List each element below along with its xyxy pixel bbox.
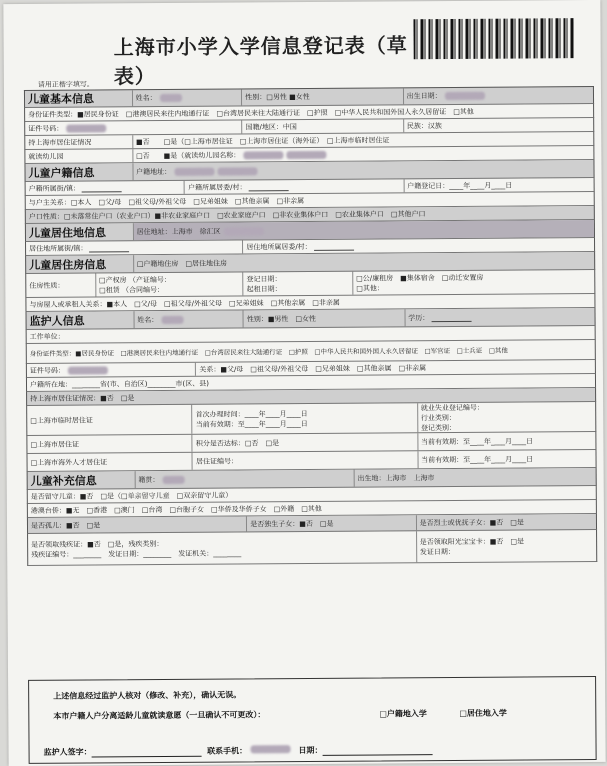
section-huji: 儿童户籍信息 — [25, 163, 133, 181]
guardian-idno[interactable]: 证件号码： — [27, 363, 197, 377]
section-extra: 儿童补充信息 — [28, 471, 136, 489]
guardian-employ[interactable]: 就业失业登记编号： 行业类别： 登记类别： — [420, 403, 484, 432]
barcode — [413, 18, 573, 59]
enroll-residence-option[interactable]: □居住地入学 — [459, 708, 507, 718]
child-idtype[interactable]: 身份证件类型： ■居民身份证 □港澳居民来往内地通行证 □台湾居民来往大陆通行证 □护照 □中华人民共和国外国人永久居留证 □其他 — [28, 107, 474, 119]
guardian-relation[interactable]: 关系：■父/母 □祖父母/外祖父母 □兄弟姐妹 □其他亲属 □非亲属 — [199, 363, 427, 374]
huji-nature[interactable]: 户口性质：□未落常住户口（农业户口）■非农业家庭户口 □农业家庭户口 □非农业集体户口 □农业集体户口 □其他户口 — [28, 209, 426, 221]
residence-committee[interactable]: 居住地所属居委/村： — [243, 238, 594, 253]
child-kg-label: 就读幼儿园 — [25, 149, 133, 163]
extra-native[interactable]: 籍贯： — [135, 470, 354, 489]
guardian-gender[interactable]: 性别：■男性 □女性 — [244, 309, 406, 327]
signature-line — [44, 743, 584, 758]
extra-hk[interactable]: 港澳台侨：■无 □香港 □澳门 □台湾 □台胞子女 □华侨及华侨子女 □外籍 □其他 — [30, 504, 322, 515]
form-title: 上海市小学入学信息登记表（草表） — [113, 33, 408, 89]
phone-field[interactable] — [250, 745, 290, 753]
phone-label: 联系手机： — [207, 746, 248, 756]
extra-disability[interactable]: 是否领取残疾证：■否 □是，残疾类别： 残疾证编号：________ 发证日期：________ 发证机关：________ — [28, 531, 417, 565]
huji-relation[interactable]: 与户主关系：□本人 □父/母 □祖父母/外祖父母 □兄弟姐妹 □其他亲属 □非亲属 — [28, 196, 305, 207]
section-guardian: 监护人信息 — [26, 311, 134, 329]
confirm-statement: 上述信息经过监护人核对（修改、补充），确认无误。 — [53, 690, 242, 701]
huji-regdate[interactable]: 户籍登记日： ____年____月____日 — [407, 181, 513, 190]
guardian-permit[interactable]: 持上海市居住证情况：■否 □是 — [30, 393, 135, 403]
child-permit-label: 持上海市居住证情况 — [25, 135, 133, 149]
huji-area[interactable]: 户籍所属街/镇： — [26, 181, 186, 195]
guardian-valid-to[interactable]: 当前有效期：至____年____月____日 — [421, 436, 534, 446]
residence-area[interactable]: 居住地所属街/镇： — [26, 240, 243, 255]
guardian-permit-dates[interactable]: 首次办理时间：____年____月____日 当前有效期：至____年____月____日 — [193, 403, 418, 434]
guardian-sign-label: 监护人签字： — [43, 747, 92, 757]
guardian-huji[interactable]: 户籍所在地： ________省(市、自治区)________市(区、县) — [29, 379, 209, 389]
residence-addr[interactable]: 居住地址：上海市 徐汇区 — [134, 220, 594, 240]
guardian-valid-from[interactable]: 当前有效期：至____年____月____日 — [421, 454, 534, 464]
guardian-permit-sh[interactable]: □上海市居住证 — [27, 435, 193, 453]
guardian-permit-temp[interactable]: □上海市临时居住证 — [27, 405, 193, 435]
enroll-huji-option[interactable]: □户籍地入学 — [379, 709, 427, 719]
huji-addr[interactable]: 户籍地址： — [133, 160, 593, 180]
section-housing: 儿童居住房信息 — [26, 255, 134, 273]
housing-cert[interactable]: □产权房 （产证编号： □租赁 （合同编号： — [96, 272, 244, 296]
guardian-points[interactable]: 积分是否达标：□否 □是 — [193, 433, 418, 452]
child-name[interactable]: 姓名： — [133, 89, 243, 106]
guardian-edu[interactable]: 学历： — [405, 308, 594, 326]
extra-martyr[interactable]: 是否烈士或优抚子女：■否 □是 — [419, 517, 524, 527]
huji-committee[interactable]: 户籍所属居委/村： — [185, 179, 404, 194]
date-field[interactable] — [322, 746, 432, 756]
guardian-name[interactable]: 姓名： — [134, 310, 244, 328]
child-region: 国籍/地区：中国 — [242, 119, 404, 133]
extra-sunshine[interactable]: 是否领取阳光宝宝卡：■否 □是 发证日期： — [419, 536, 524, 556]
child-gender[interactable]: 性别： □男性 ■女性 — [242, 88, 404, 105]
child-idno[interactable]: 证件号码： — [25, 120, 242, 135]
guardian-permit-overseas[interactable]: □上海市海外人才居住证 — [27, 453, 193, 471]
extra-only-child[interactable]: 是否独生子女：■否 □是 — [247, 515, 417, 531]
housing-other[interactable]: □公/廉租房 ■集体宿舍 □动迁安置房 □其他： — [356, 273, 484, 293]
extra-disab-row — [27, 530, 597, 566]
housing-type[interactable]: 住房性质： — [26, 273, 96, 296]
section-residence: 儿童居住地信息 — [26, 223, 134, 241]
child-birthdate[interactable]: 出生日期： — [404, 87, 593, 104]
child-permit-opts[interactable]: ■否 □是（□上海市居住证 □上海市居住证（海外证） □上海市临时居住证 — [135, 135, 390, 146]
form-paper — [3, 0, 605, 766]
guardian-work[interactable]: 工作单位： — [29, 332, 65, 341]
extra-leftbehind[interactable]: 是否留守儿童：■否 □是（□单亲留守儿童 □双亲留守儿童） — [30, 491, 233, 501]
enroll-intent-label: 本市户籍人户分离适龄儿童就读意愿（一旦确认不可更改）： — [53, 710, 266, 721]
form-table — [24, 86, 597, 566]
housing-status[interactable]: □户籍地住房 □居住地住房 — [136, 259, 228, 268]
confirmation-box — [28, 676, 597, 764]
section-child-basic: 儿童基本信息 — [25, 90, 133, 107]
guardian-permit-no[interactable]: 居住证编号： — [193, 451, 418, 470]
guardian-sign-field[interactable] — [92, 748, 202, 758]
child-ethnic: 民族：汉族 — [406, 121, 442, 130]
guardian-idtype[interactable]: 身份证件类型：■居民身份证 □港澳居民来往内地通行证 □台湾居民来往大陆通行证 □护照 □中华人民共和国外国人永久居留证 □军官证 □士兵证 □其他 — [29, 346, 508, 358]
housing-relation[interactable]: 与房屋人或承租人关系：■本人 □父/母 □祖父母/外祖父母 □兄弟姐妹 □其他亲属 □非亲属 — [29, 298, 340, 309]
form-hint: 请用正楷字填写。 — [37, 80, 94, 89]
child-kg-opts[interactable]: □否 ■是（就读幼儿园名称： — [133, 146, 593, 162]
extra-orphan[interactable]: 是否孤儿：■否 □是 — [28, 516, 247, 533]
guardian-permit1-row — [26, 402, 596, 436]
date-label: 日期： — [298, 745, 323, 756]
housing-dates[interactable]: 登记日期： 起租日期： — [243, 272, 353, 296]
extra-birthplace: 出生地：上海市 上海市 — [357, 473, 435, 483]
